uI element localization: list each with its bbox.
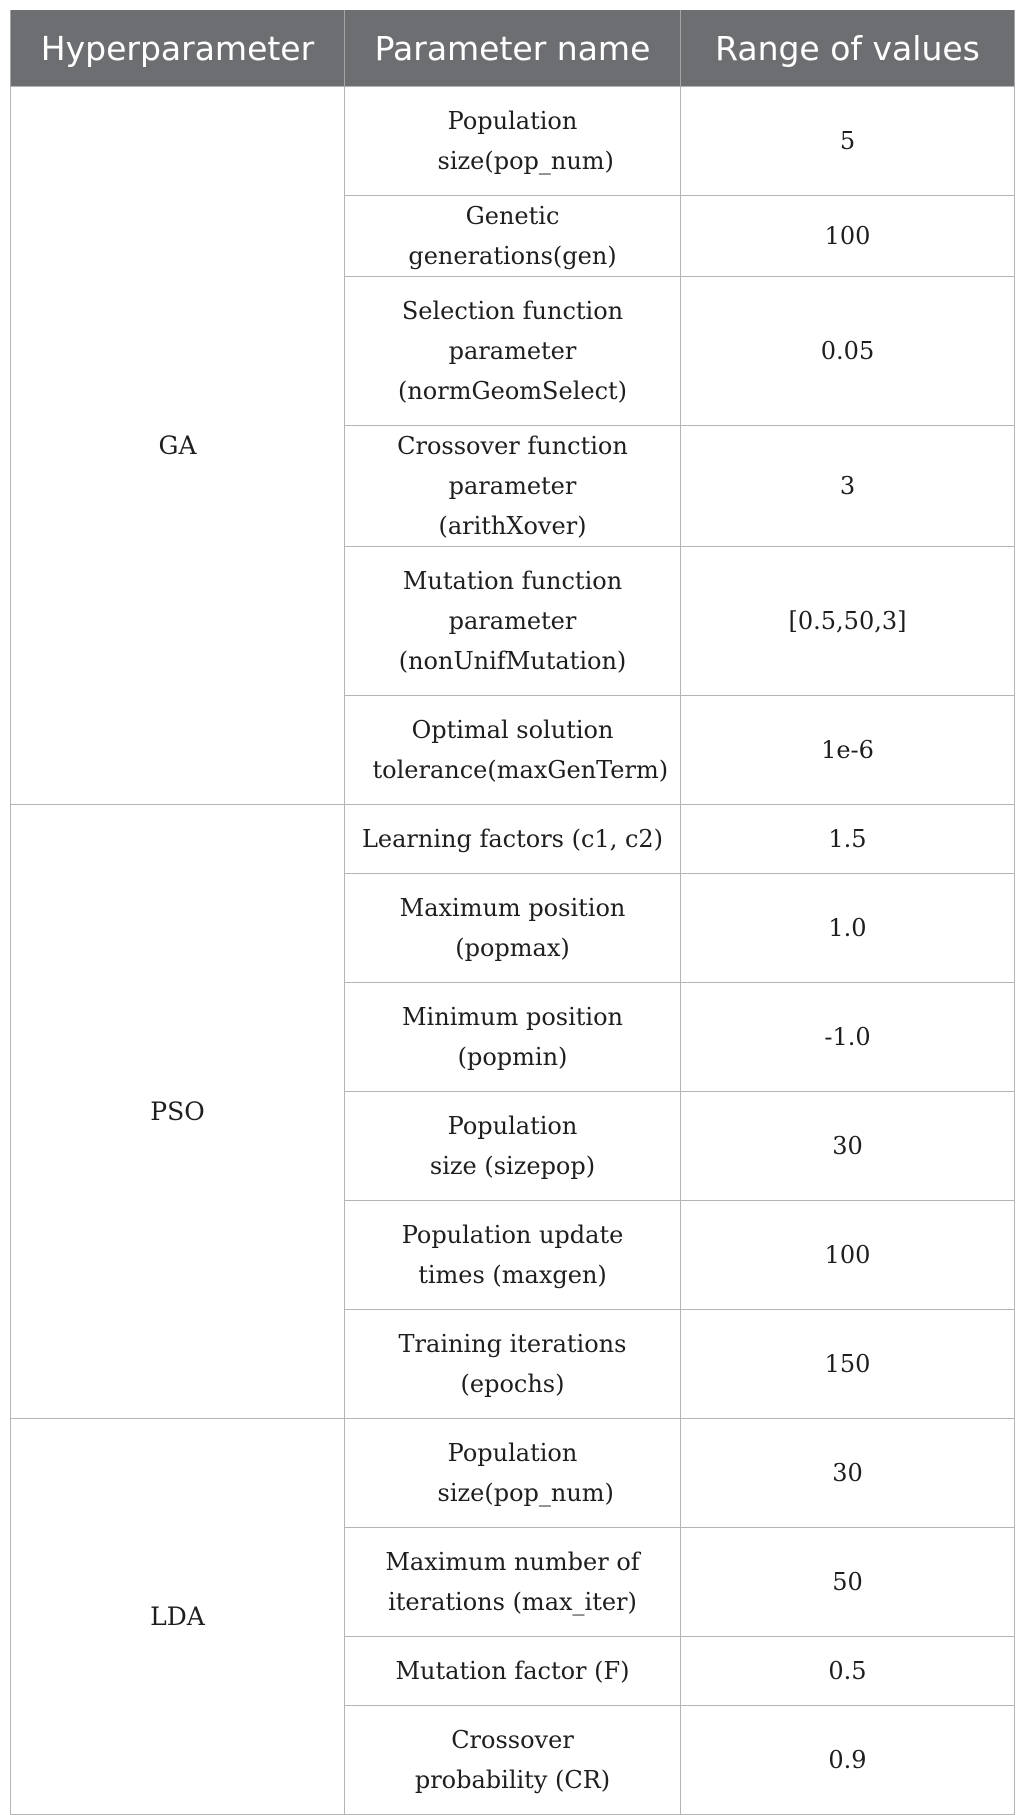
param-name-cell [345, 874, 681, 983]
value-cell: 1.0 [681, 874, 1015, 983]
value-cell: 0.9 [681, 1706, 1015, 1815]
value-cell: 100 [681, 196, 1015, 277]
param-name-cell [345, 87, 681, 196]
param-name: Crossover probability (CR) [414, 1726, 611, 1794]
param-name: Optimal solution tolerance(maxGenTerm) [372, 716, 669, 784]
value-cell: 150 [681, 1310, 1015, 1419]
param-name: Mutation function parameter (nonUnifMutation) [398, 567, 627, 675]
table-row [11, 805, 1015, 874]
group-cell-lda: LDA [11, 1419, 345, 1815]
param-name-cell [345, 277, 681, 426]
param-name: Minimum position (popmin) [401, 1003, 623, 1071]
value-cell: 30 [681, 1092, 1015, 1201]
value-cell: 50 [681, 1528, 1015, 1637]
header-hyperparameter: Hyperparameter [11, 10, 345, 87]
param-name-cell [345, 1419, 681, 1528]
value-cell: 1.5 [681, 805, 1015, 874]
header-range-of-values: Range of values [681, 10, 1015, 87]
table-row [11, 1419, 1015, 1528]
param-name: Population update times (maxgen) [401, 1221, 624, 1289]
value-cell: 3 [681, 426, 1015, 547]
param-name: Population size (sizepop) [429, 1112, 596, 1180]
value-cell: 1e-6 [681, 696, 1015, 805]
header-parameter-name: Parameter name [345, 10, 681, 87]
param-name: Crossover function parameter (arithXover) [397, 432, 628, 540]
param-name-cell [345, 1528, 681, 1637]
param-name: Maximum position (popmax) [399, 894, 626, 962]
param-name: Training iterations (epochs) [398, 1330, 627, 1398]
param-name-cell [345, 696, 681, 805]
table-row [11, 87, 1015, 196]
param-name-cell [345, 426, 681, 547]
param-name: Population size(pop_num) [437, 1439, 614, 1507]
param-name-cell [345, 983, 681, 1092]
group-cell-pso: PSO [11, 805, 345, 1419]
param-name: Population size(pop_num) [437, 107, 614, 175]
param-name-cell: Learning factors (c1, c2) [345, 805, 681, 874]
param-name-cell: Genetic generations(gen) [345, 196, 681, 277]
hyperparameter-table [10, 10, 1015, 1815]
value-cell: 5 [681, 87, 1015, 196]
param-name-cell [345, 1092, 681, 1201]
header-row [11, 10, 1015, 87]
value-cell: [0.5,50,3] [681, 547, 1015, 696]
value-cell: 0.5 [681, 1637, 1015, 1706]
param-name: Selection function parameter (normGeomSelect) [397, 297, 628, 405]
param-name: Maximum number of iterations (max_iter) [385, 1548, 640, 1616]
param-name-cell [345, 1706, 681, 1815]
group-cell-ga: GA [11, 87, 345, 805]
value-cell: 100 [681, 1201, 1015, 1310]
value-cell: 0.05 [681, 277, 1015, 426]
value-cell: -1.0 [681, 983, 1015, 1092]
param-name-cell [345, 547, 681, 696]
param-name-cell [345, 1201, 681, 1310]
param-name-cell: Mutation factor (F) [345, 1637, 681, 1706]
value-cell: 30 [681, 1419, 1015, 1528]
param-name-cell [345, 1310, 681, 1419]
hyperparameter-table-container [10, 10, 1014, 1815]
